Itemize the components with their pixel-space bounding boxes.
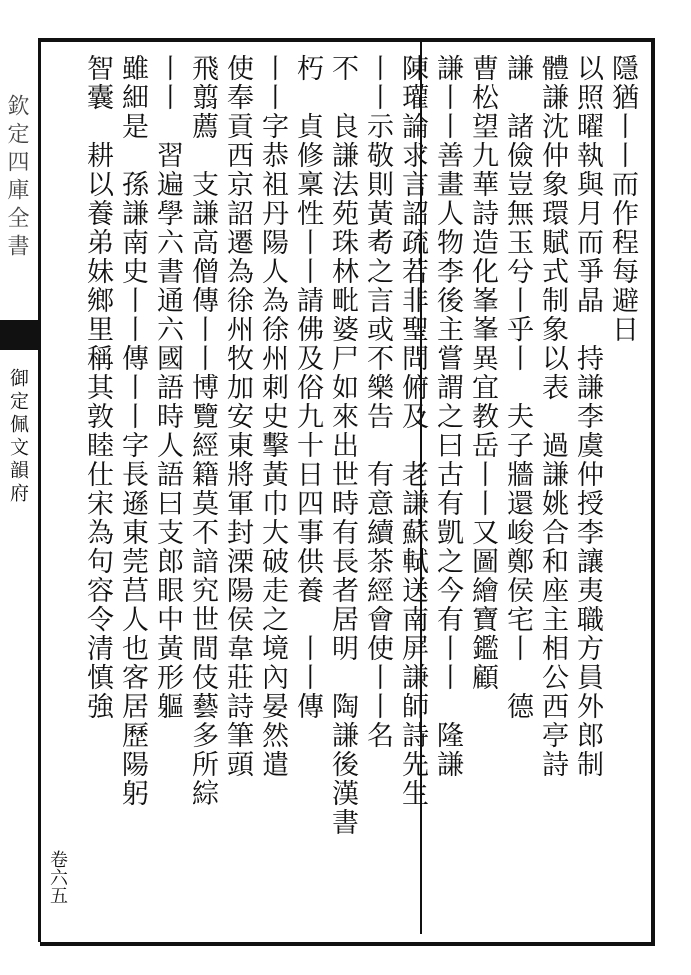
text-column: 以照曜執與月而爭晶 持謙李虞仲授李讓夷職方員外郎制 — [572, 54, 603, 779]
text-column: 智囊 耕以養弟妹鄉里稱其敦睦仕宋為句容令清慎強 — [82, 54, 113, 721]
folio-number: 卷六五 — [47, 850, 68, 904]
text-column: 飛翦薦 支謙高僧傳丨丨博覽經籍莫不諳究世間伎藝多所綜 — [187, 54, 218, 808]
margin-book-title: 欽定四庫全書 — [4, 94, 29, 262]
text-column: 陳瓘論求言詔疏若非聖問俯及 老謙蘇軾送南屏謙師詩先生 — [397, 54, 428, 808]
page-margin — [0, 38, 40, 942]
text-column: 丨丨 習遍學六書通六國語時人語曰支郎眼中黃形軀 — [152, 54, 183, 721]
text-column: 使奉貢西京詔遷為徐州牧加安東將軍封溧陽侯韋莊詩筆頭 — [222, 54, 253, 779]
text-column: 謙丨丨善畫人物李後主嘗謂之曰古有凱之今有丨丨 隆謙 — [432, 54, 463, 779]
text-column: 不 良謙法苑珠林毗婆尸如來出世時有長者居明 陶謙後漢書 — [327, 54, 358, 837]
margin-fishtail-band — [0, 320, 38, 350]
text-column: 曹松望九華詩造化峯峯異宜教岳丨丨又圖繪寶鑑顧 — [467, 54, 498, 692]
text-column: 體謙沈仲象環賦式制象以表 過謙姚合和座主相公西亭詩 — [537, 54, 568, 779]
text-column: 隱猶丨丨而作程每避日 — [607, 54, 638, 344]
text-column: 丨丨字恭祖丹陽人為徐州刺史擊黃巾大破走之境內晏然遣 — [257, 54, 288, 779]
text-column: 丨丨示敬則黃耇之言或不樂告 有意續茶經會使丨丨名 — [362, 54, 393, 750]
text-column: 謙 諸儉豈無玉兮丨乎丨 夫子牆還峻鄭侯宅丨 德 — [502, 54, 533, 721]
margin-source-title: 御定佩文韻府 — [7, 368, 29, 506]
text-column: 朽 貞修稟性丨丨請佛及俗九十日四事供養 丨丨傳 — [292, 54, 323, 721]
text-column: 雖細是 孫謙南史丨丨傳丨丨字長遜東莞莒人也客居歷陽躬 — [117, 54, 148, 808]
